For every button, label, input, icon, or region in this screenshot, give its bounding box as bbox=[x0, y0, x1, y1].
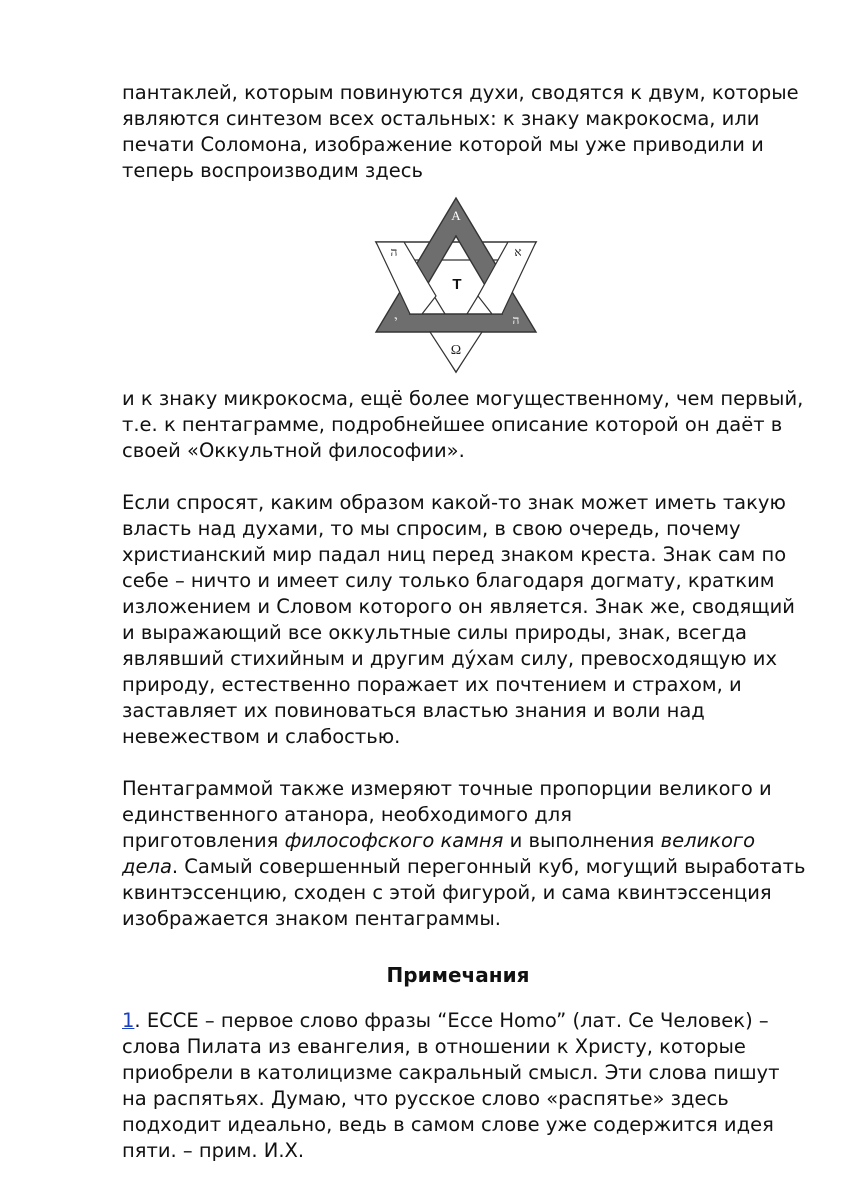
text-line: пяти. – прим. И.Х. bbox=[122, 1139, 305, 1162]
text-line: на распятьях. Думаю, что русское слово «распятье» здесь bbox=[122, 1087, 729, 1110]
text-line: печати Соломона, изображение которой мы уже приводили и bbox=[122, 133, 764, 156]
text-line: т.е. к пентаграмме, подробнейшее описание которой он даёт в bbox=[122, 413, 783, 436]
text-line: являются синтезом всех остальных: к знаку макрокосма, или bbox=[122, 107, 760, 130]
text-line: приобрели в католицизме сакральный смысл. Эти слова пишут bbox=[122, 1061, 780, 1084]
text-line: и к знаку микрокосма, ещё более могущественному, чем первый, bbox=[122, 387, 804, 410]
text-line bbox=[122, 854, 806, 880]
paragraph-intro bbox=[122, 80, 799, 184]
emphasis-work: дела bbox=[122, 855, 172, 878]
label-lower-right: ה bbox=[512, 313, 520, 327]
text-line: заставляет их повиноваться властью знания и воли над bbox=[122, 699, 705, 722]
text-line: пантаклей, которым повинуются духи, сводятся к двум, которые bbox=[122, 81, 799, 104]
text-line: и выражающий все оккультные силы природы, знак, всегда bbox=[122, 621, 747, 644]
emphasis-philosophers-stone: философского камня bbox=[284, 829, 504, 852]
text-segment: и выполнения bbox=[503, 829, 661, 852]
notes-heading: Примечания bbox=[386, 963, 530, 987]
hexagram-image bbox=[374, 196, 538, 374]
label-bottom: Ω bbox=[450, 343, 462, 358]
label-top: A bbox=[451, 208, 461, 223]
seal-of-solomon-figure bbox=[122, 196, 792, 374]
text-segment: . Самый совершенный перегонный куб, могущий выработать bbox=[171, 855, 806, 878]
text-line: являвший стихийным и другим ду́хам силу, превосходящую их bbox=[122, 647, 777, 670]
text-line: изображается знаком пентаграммы. bbox=[122, 907, 501, 930]
text-line: власть над духами, то мы спросим, в свою очередь, почему bbox=[122, 517, 741, 540]
paragraph-sign-power bbox=[122, 490, 795, 750]
label-upper-left: ה bbox=[390, 245, 398, 259]
text-line: себе – ничто и имеет силу только благодаря догмату, кратким bbox=[122, 569, 775, 592]
text-line: слова Пилата из евангелия, в отношении к Христу, которые bbox=[122, 1035, 746, 1058]
text-line: Если спросят, каким образом какой-то знак может иметь такую bbox=[122, 491, 786, 514]
text-line: изложением и Словом которого он является. Знак же, сводящий bbox=[122, 595, 795, 618]
text-line: теперь воспроизводим здесь bbox=[122, 159, 423, 182]
document-page bbox=[122, 80, 806, 1164]
text-line: единственного атанора, необходимого для bbox=[122, 803, 572, 826]
text-line: природу, естественно поражает их почтением и страхом, и bbox=[122, 673, 742, 696]
text-line: подходит идеально, ведь в самом слове уже содержится идея bbox=[122, 1113, 774, 1136]
label-center: T bbox=[452, 276, 462, 293]
text-line: христианский мир падал ниц перед знаком креста. Знак сам по bbox=[122, 543, 787, 566]
paragraph-microcosm bbox=[122, 386, 804, 464]
text-line: Пентаграммой также измеряют точные пропорции великого и bbox=[122, 777, 772, 800]
text-line bbox=[122, 1008, 792, 1034]
text-line bbox=[122, 828, 792, 854]
emphasis-great: великого bbox=[660, 829, 756, 852]
label-upper-right: א bbox=[514, 245, 522, 259]
footnote-link-1[interactable]: 1 bbox=[122, 1009, 135, 1032]
footnote-1 bbox=[122, 1008, 792, 1164]
text-line: своей «Оккультной философии». bbox=[122, 439, 465, 462]
text-segment: приготовления bbox=[122, 829, 285, 852]
label-lower-left: י bbox=[394, 313, 398, 327]
text-line: невежеством и слабостью. bbox=[122, 725, 401, 748]
paragraph-athanor bbox=[122, 776, 806, 932]
text-line: квинтэссенцию, сходен с этой фигурой, и сама квинтэссенция bbox=[122, 881, 772, 904]
text-segment: . ECCE – первое слово фразы “Ecce Homo” (лат. Се Человек) – bbox=[134, 1009, 769, 1032]
